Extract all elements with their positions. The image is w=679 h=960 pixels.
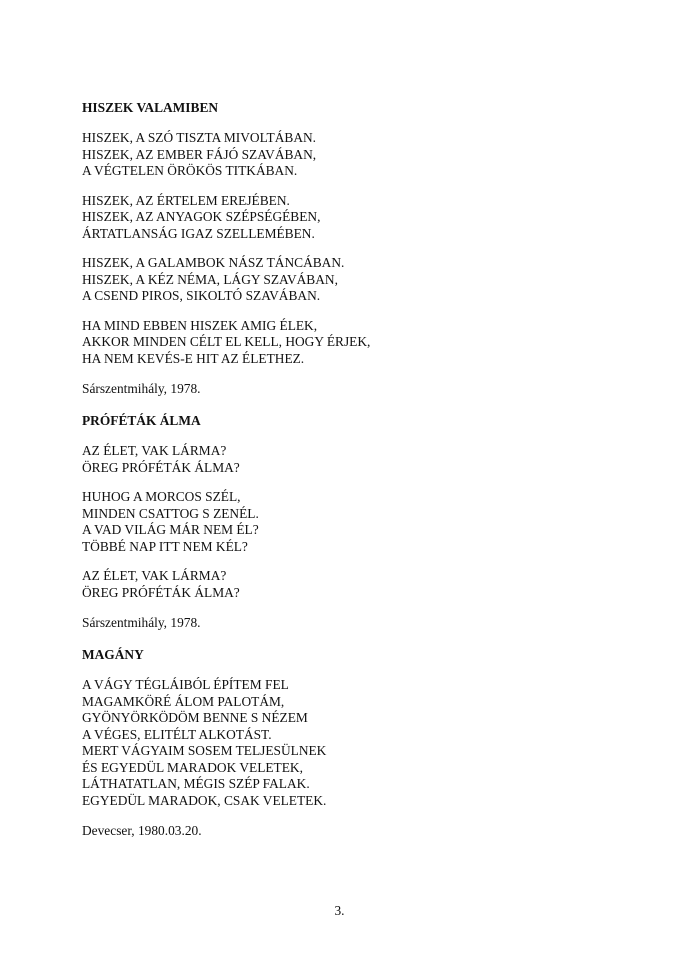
stanza xyxy=(82,489,642,555)
poem-line: ÖREG PRÓFÉTÁK ÁLMA? xyxy=(82,459,240,475)
poem-line: HUHOG A MORCOS SZÉL, xyxy=(82,489,241,504)
poem-line: HISZEK, A KÉZ NÉMA, LÁGY SZAVÁBAN, xyxy=(82,271,338,287)
poem-line: HISZEK, AZ ÉRTELEM EREJÉBEN. xyxy=(82,192,290,208)
poem-line: HA MIND EBBEN HISZEK AMIG ÉLEK, xyxy=(82,317,318,333)
poem-line: MINDEN CSATTOG S ZENÉL. xyxy=(82,505,259,521)
poem-title: MAGÁNY xyxy=(82,647,144,662)
poem-line: MERT VÁGYAIM SOSEM TELJESÜLNEK xyxy=(82,743,327,758)
poem-line: HISZEK, AZ ANYAGOK SZÉPSÉGÉBEN, xyxy=(82,209,321,224)
poem-line: HISZEK, A GALAMBOK NÁSZ TÁNCÁBAN. xyxy=(82,255,345,270)
poem-line: A VÉGTELEN ÖRÖKÖS TITKÁBAN. xyxy=(82,163,298,178)
poem-line: MAGAMKÖRÉ ÁLOM PALOTÁM, xyxy=(82,693,285,709)
poem-signature: Devecser, 1980.03.20. xyxy=(82,823,202,838)
poem-line: ÉS EGYEDÜL MARADOK VELETEK, xyxy=(82,759,303,775)
poem-line: A CSEND PIROS, SIKOLTÓ SZAVÁBAN. xyxy=(82,288,321,303)
poem-line: A VÉGES, ELITÉLT ALKOTÁST. xyxy=(82,726,272,742)
poem-line: A VÁGY TÉGLÁIBÓL ÉPÍTEM FEL xyxy=(82,677,289,692)
poem-line: LÁTHATATLAN, MÉGIS SZÉP FALAK. xyxy=(82,776,310,791)
poem-line: AZ ÉLET, VAK LÁRMA? xyxy=(82,568,227,583)
poem-line: GYÖNYÖRKÖDÖM BENNE S NÉZEM xyxy=(82,710,308,725)
stanza xyxy=(82,318,642,368)
stanza xyxy=(82,130,642,180)
poem-magany xyxy=(82,646,642,839)
poem-line: AKKOR MINDEN CÉLT EL KELL, HOGY ÉRJEK, xyxy=(82,334,371,349)
poem-line: ÁRTATLANSÁG IGAZ SZELLEMÉBEN. xyxy=(82,225,315,241)
poem-profetak-alma xyxy=(82,412,642,631)
poem-line: AZ ÉLET, VAK LÁRMA? xyxy=(82,443,227,458)
stanza xyxy=(82,443,642,476)
poem-title: HISZEK VALAMIBEN xyxy=(82,100,219,115)
poem-line: ÖREG PRÓFÉTÁK ÁLMA? xyxy=(82,584,240,600)
poem-signature: Sárszentmihály, 1978. xyxy=(82,615,201,630)
poem-signature: Sárszentmihály, 1978. xyxy=(82,381,201,396)
page-number: 3. xyxy=(334,903,345,918)
poem-title: PRÓFÉTÁK ÁLMA xyxy=(82,413,201,428)
poem-hiszek-valamiben xyxy=(82,99,642,397)
poem-line: HISZEK, AZ EMBER FÁJÓ SZAVÁBAN, xyxy=(82,146,317,162)
poem-line: HA NEM KEVÉS-E HIT AZ ÉLETHEZ. xyxy=(82,350,305,366)
stanza xyxy=(82,193,642,243)
document-page xyxy=(82,99,642,854)
poem-line: TÖBBÉ NAP ITT NEM KÉL? xyxy=(82,538,248,554)
poem-line: EGYEDÜL MARADOK, CSAK VELETEK. xyxy=(82,792,327,808)
poem-line: A VAD VILÁG MÁR NEM ÉL? xyxy=(82,522,259,537)
stanza xyxy=(82,677,642,809)
poem-line: HISZEK, A SZÓ TISZTA MIVOLTÁBAN. xyxy=(82,130,317,145)
stanza xyxy=(82,568,642,601)
stanza xyxy=(82,255,642,305)
